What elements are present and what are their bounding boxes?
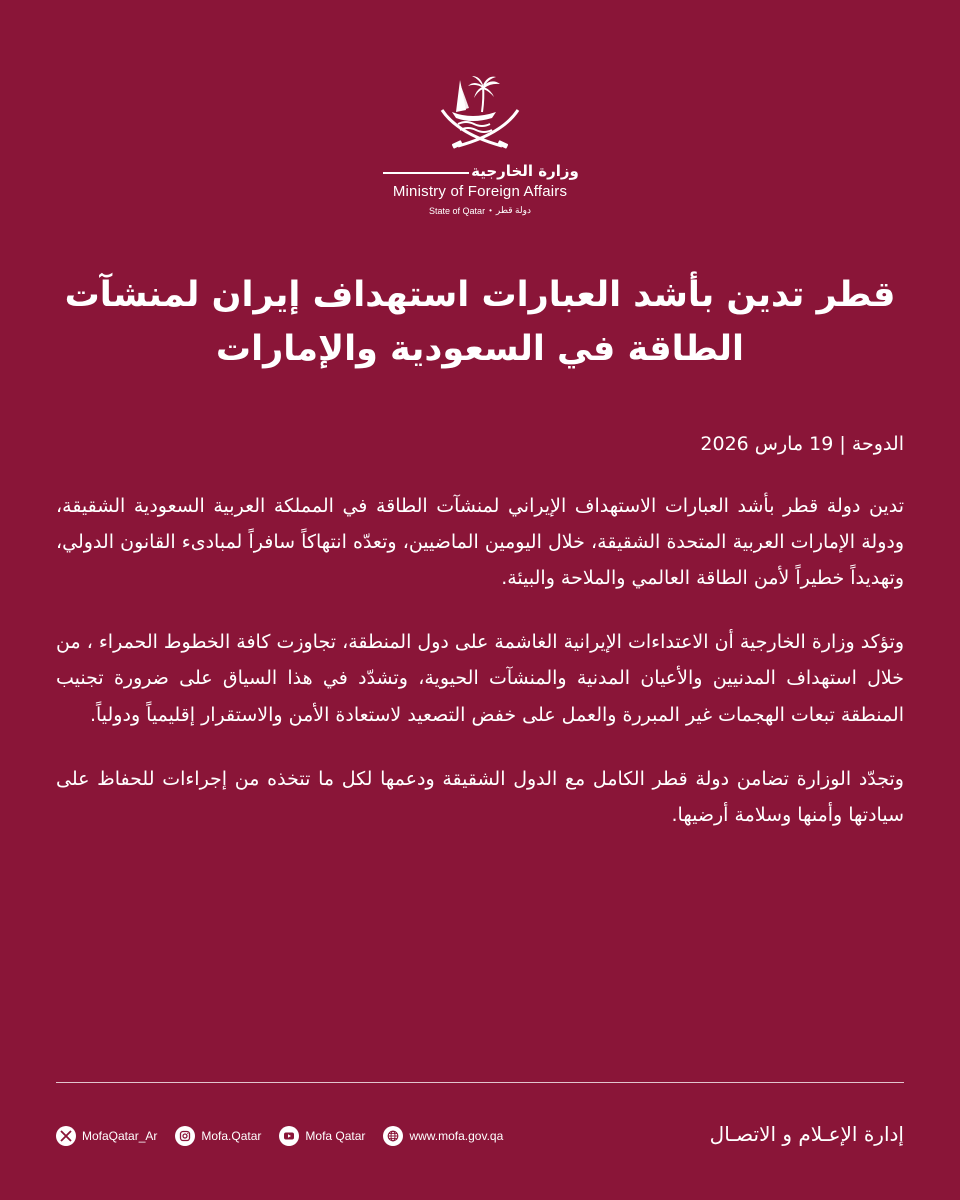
qatar-emblem-icon	[438, 72, 522, 154]
globe-icon	[383, 1126, 403, 1146]
headline	[60, 268, 900, 377]
footer-divider	[56, 1082, 904, 1083]
instagram-icon	[175, 1126, 195, 1146]
social-links	[56, 1126, 503, 1146]
ministry-name-ar-text: وزارة الخارجية	[471, 162, 579, 180]
ministry-logo	[0, 72, 960, 216]
ministry-name-ar	[381, 162, 579, 180]
social-link-instagram[interactable]	[175, 1126, 261, 1146]
x-icon	[56, 1126, 76, 1146]
state-name-ar: دولة قطر	[495, 205, 531, 215]
paragraph-1: تدين دولة قطر بأشد العبارات الاستهداف الإيراني لمنشآت الطاقة في المملكة العربية السعودية الشقيقة، ودولة الإمارات العربية المتحدة الشقيقة، خلال اليومين الماضيين، وتعدّه انتهاكاً سافراً لمبادىء القانون الدولي، وتهديداً خطيراً لأمن الطاقة العالمي والملاحة والبيئة.	[56, 495, 904, 590]
social-link-youtube[interactable]	[279, 1126, 365, 1146]
paragraph-3: وتجدّد الوزارة تضامن دولة قطر الكامل مع الدول الشقيقة ودعمها لكل ما تتخذه من إجراءات للحفاظ على سيادتها وأمنها وسلامة أرضيها.	[56, 767, 904, 826]
statement-body	[56, 426, 904, 861]
dateline: الدوحة | 19 مارس 2026	[700, 433, 904, 455]
state-name-en: State of Qatar	[429, 205, 486, 216]
social-label-x: MofaQatar_Ar	[82, 1129, 158, 1143]
social-label-website: www.mofa.gov.qa	[409, 1129, 504, 1143]
paragraph-2: وتؤكد وزارة الخارجية أن الاعتداءات الإيرانية الغاشمة على دول المنطقة، تجاوزت كافة الخطوط الحمراء ، من خلال استهداف المدنيين والأعيان المدنية والمنشآت الحيوية، وتشدّد في هذا السياق على ضرورة تجنيب المنطقة تبعات الهجمات غير المبررة والعمل على خفض التصعيد لاستعادة الأمن والاستقرار إقليمياً ودولياً.	[56, 631, 904, 726]
social-link-website[interactable]	[383, 1126, 503, 1146]
state-of-qatar-line	[429, 205, 531, 216]
youtube-icon	[279, 1126, 299, 1146]
headline-line-2: الطاقة في السعودية والإمارات	[215, 329, 745, 370]
social-label-instagram: Mofa.Qatar	[201, 1129, 262, 1143]
social-label-youtube: Mofa Qatar	[305, 1129, 366, 1143]
separator-dot: •	[489, 206, 492, 215]
department-name: إدارة الإعـلام و الاتصـال	[709, 1122, 904, 1146]
ministry-name-ar-extender	[383, 172, 469, 174]
headline-line-1: قطر تدين بأشد العبارات استهداف إيران لمنشآت	[64, 275, 896, 315]
social-link-x[interactable]	[56, 1126, 157, 1146]
ministry-name-en: Ministry of Foreign Affairs	[392, 183, 568, 200]
